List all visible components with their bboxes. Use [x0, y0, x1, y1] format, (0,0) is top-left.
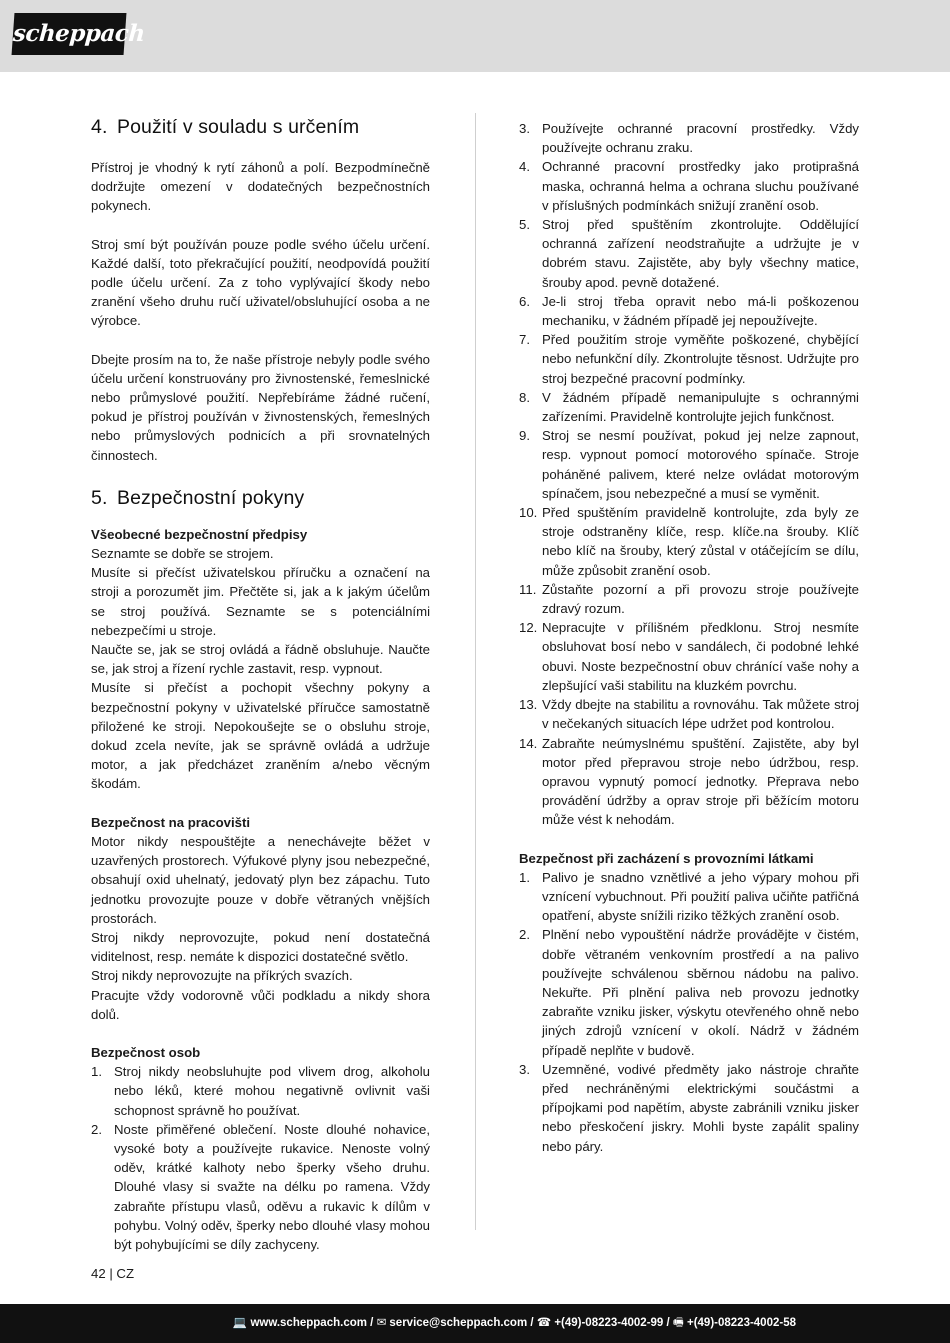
- paragraph: Pracujte vždy vodorovně vůči podkladu a nikdy shora dolů.: [91, 987, 430, 1022]
- list-item: 9. Stroj se nesmí používat, pokud jej nelze zapnout, resp. vypnout pomocí motorového spínače. Stroje poháněné palivem, které nelze ovládat motorovým spínačem, jsou nebezpečné a musí se vyměnit.: [519, 428, 859, 501]
- list-item: 3. Uzemněné, vodivé předměty jako nástroje chraňte před nechráněnými elektrickými součástmi a přípojkami pod napětím, abyste zabránili vzniku jisker nebo přeskočení jiskry. Mohli byste zapálit spaliny nebo páry.: [519, 1061, 859, 1154]
- paragraph: Seznamte se dobře se strojem.: [91, 546, 274, 562]
- mail-icon: ✉: [376, 1317, 387, 1329]
- footer-fax: +(49)-08223-4002-58: [686, 1317, 796, 1329]
- paragraph: Motor nikdy nespouštějte a nenechávejte běžet v uzavřených prostorech. Výfukové plyny jsou nebezpečné, obsahují oxid uhelnatý, jedovatý plyn bez zápachu. Tuto jednotku provozujte pouze v dobře větraných vnějších prostorách.: [91, 833, 430, 926]
- list-item: 4. Ochranné pracovní prostředky jako protiprašná maska, ochranná helma a ochrana sluchu používané v příslušných podmínkách snižují zranění osob.: [519, 159, 859, 213]
- paragraph: Naučte se, jak se stroj ovládá a řádně obsluhuje. Naučte se, jak stroj a řízení rychle zastavit, resp. vypnout.: [91, 642, 430, 677]
- footer-web-link[interactable]: www.scheppach.com /: [250, 1317, 374, 1329]
- page-number: 42 | CZ: [91, 1266, 135, 1281]
- paragraph: Musíte si přečíst uživatelskou příručku a označení na stroji a porozumět jim. Přečtěte si, jak a k jakým účelům se stroj používá. Seznamte se s potenciálními nebezpečími u stroje.: [91, 565, 430, 638]
- subheading-general: Všeobecné bezpečnostní předpisy: [91, 526, 308, 542]
- subheading-workplace: Bezpečnost na pracovišti: [91, 814, 251, 830]
- footer-phone: +(49)-08223-4002-99 /: [554, 1317, 670, 1329]
- list-item: 2. Plnění nebo vypouštění nádrže provádějte v čistém, dobře větraném venkovním prostředí a na palivo používejte schválenou sběrnou nádobu na palivo. Nekuřte. Při plnění paliva neb provozu jednotky zabraňte vzniku jisker, výskytu otevřeného ohně nebo jiných zdrojů vznícení v okolí. Nádrž v žádném případě neplňte v budově.: [519, 927, 859, 1058]
- list-item: 1. Palivo je snadno vznětlivé a jeho výpary mohou při vznícení vybuchnout. Při použití paliva učiňte patřičná opatření, abyste snížili riziko těžkých zranění osob.: [519, 869, 859, 924]
- paragraph: Stroj smí být používán pouze podle svého účelu určení. Každé další, toto překračující použití, neodpovídá použití podle účelu určení. Za z toho vyplývající škody nebo zranění všeho druhu ručí uživatel/obsluhující osoba a ne výrobce.: [91, 236, 430, 329]
- footer-bar: [0, 1304, 950, 1343]
- paragraph: Stroj nikdy neprovozujte na příkrých svazích.: [91, 968, 353, 984]
- header-band: [0, 0, 950, 72]
- list-item: 1. Stroj nikdy neobsluhujte pod vlivem drog, alkoholu nebo léků, které mohou negativně ovlivnit vaši schopnost správně ho používat.: [91, 1064, 430, 1118]
- list-item: 14. Zabraňte neúmyslnému spuštění. Zajistěte, aby byl motor před přepravou stroje nebo údržbou, resp. opravou vypnutý pomocí jednotky. Přeprava nebo provádění údržby a oprav stroje při běžícím motoru může vést k nehodám.: [519, 735, 859, 828]
- list-item: 2. Noste přiměřené oblečení. Noste dlouhé nohavice, vysoké boty a používejte rukavice. Nenoste volný oděv, krátké kalhoty nebo šperky všeho druhu. Dlouhé vlasy si svažte na délku po ramena. Vždy zabraňte přístupu vlasů, oděvu a rukavic k dílům v pohybu. Volný oděv, šperky nebo dlouhé vlasy mohou být pohybujícími se díly zachyceny.: [91, 1121, 430, 1252]
- paragraph: Přístroj je vhodný k rytí záhonů a polí. Bezpodmínečně dodržujte omezení v dodatečných bezpečnostních pokynech.: [91, 160, 430, 214]
- list-item: 7. Před použitím stroje vyměňte poškozené, chybějící nebo nefunkční díly. Zkontrolujte těsnost. Udržujte pro stroj bezpečné pracovní podmínky.: [519, 332, 859, 386]
- fax-icon: 🖷: [672, 1317, 684, 1329]
- column-divider: [475, 113, 476, 1230]
- persons-list-continued: [519, 119, 859, 830]
- subheading-persons: Bezpečnost osob: [91, 1044, 201, 1060]
- persons-list: [91, 1062, 430, 1254]
- list-item: 6. Je-li stroj třeba opravit nebo má-li poškozenou mechaniku, v žádném případě jej nepoužívejte.: [519, 293, 859, 329]
- scheppach-logo: scheppach: [12, 13, 127, 55]
- subheading-fuel: Bezpečnost při zacházení s provozními látkami: [519, 850, 814, 866]
- paragraph: Musíte si přečíst a pochopit všechny pokyny a bezpečnostní pokyny v uživatelské příručce samostatně přiložené ke stroji. Nepokoušejte se o obsluhu stroje, dokud zcela nevíte, jak se správně ovládá a udržuje motor, a jak předcházet zraněním a/nebo věcným škodám.: [91, 680, 430, 792]
- left-column: [91, 114, 430, 1254]
- list-item: 13. Vždy dbejte na stabilitu a rovnováhu. Tak můžete stroj v nečekaných situacích lépe udržet pod kontrolou.: [519, 697, 859, 732]
- paragraph: Stroj nikdy neprovozujte, pokud není dostatečná viditelnost, resp. nemáte k dispozici dostatečné světlo.: [91, 929, 430, 965]
- list-item: 10. Před spuštěním pravidelně kontrolujte, zda byly ze stroje odstraněny klíče, resp. klíče.na šrouby. Klíč nebo klíč na šrouby, který zůstal v otáčejícím se dílu, může způsobit zranění osob.: [519, 505, 859, 578]
- list-item: 12. Nepracujte v přílišném předklonu. Stroj nesmíte obsluhovat bosí nebo v sandálech, či podobné lehké obuvi. Noste bezpečnostní obuv chránící vaše nohy a zlepšující vaši stabilitu na kluzkém povrchu.: [519, 620, 859, 693]
- paragraph: Dbejte prosím na to, že naše přístroje nebyly podle svého účelu určení konstruovány pro živnostenské, řemeslnické nebo průmyslové použití. Nepřebíráme žádné ručení, pokud je přístroj používán v živnostenských, řemeslných nebo průmyslových podnicích a při srovnatelných činnostech.: [91, 351, 430, 463]
- list-item: 11. Zůstaňte pozorní a při provozu stroje používejte zdravý rozum.: [519, 581, 859, 617]
- section-5-title: 5. Bezpečnostní pokyny: [91, 486, 305, 509]
- phone-icon: ☎: [536, 1317, 552, 1329]
- list-item: 5. Stroj před spuštěním zkontrolujte. Oddělující ochranná zařízení neodstraňujte a udržujte je v dobrém stavu. Zajistěte, aby byly všechny matice, šrouby apod. pevně dotažené.: [519, 217, 859, 290]
- monitor-icon: 💻: [232, 1317, 248, 1329]
- section-4-title: 4. Použití v souladu s určením: [91, 116, 360, 138]
- fuel-list: [519, 868, 859, 1156]
- right-column: [519, 119, 859, 1156]
- list-item: 3. Používejte ochranné pracovní prostředky. Vždy používejte ochranu zraku.: [519, 121, 859, 156]
- list-item: 8. V žádném případě nemanipulujte s ochrannými zařízeními. Pravidelně kontrolujte jejich funkčnost.: [519, 389, 859, 425]
- footer-email-link[interactable]: service@scheppach.com /: [389, 1317, 534, 1329]
